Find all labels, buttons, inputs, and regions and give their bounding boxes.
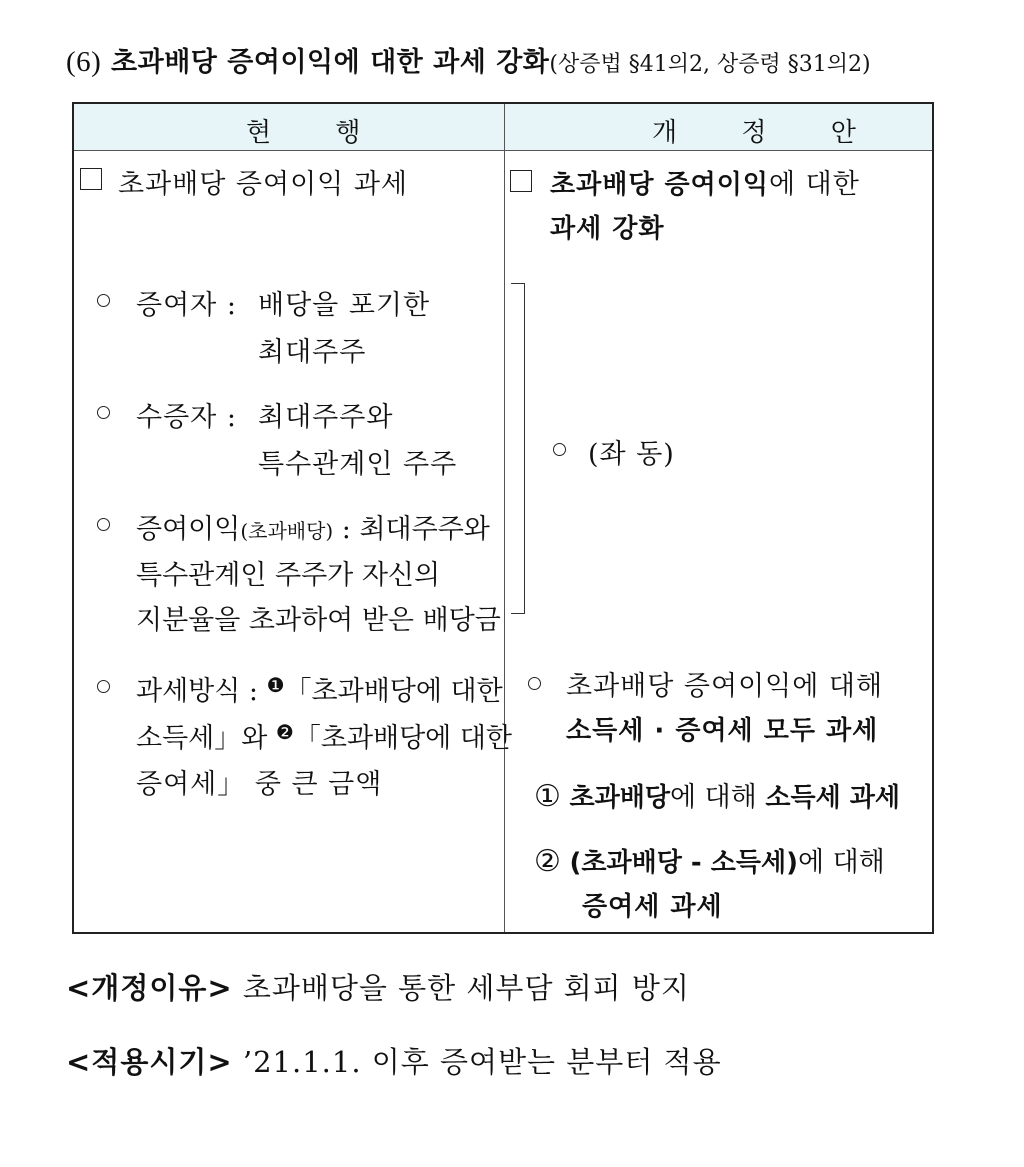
- donor-line2: 최대주주: [258, 337, 367, 368]
- item1-bold2: 소득세 과세: [765, 783, 901, 813]
- profit-line2: 특수관계인 주주가 자신의: [136, 560, 441, 591]
- item1-bold1: 초과배당: [569, 783, 670, 813]
- checkbox-square-icon: [510, 170, 532, 192]
- proposed-heading-line2: 과세 강화: [550, 214, 665, 244]
- marker-2: ❷: [275, 720, 294, 744]
- header-current: 현 행: [246, 118, 389, 148]
- circle-bullet-icon: [97, 680, 110, 693]
- item2-bold: (초과배당 - 소득세): [569, 848, 798, 878]
- method-line2-b: 「초과배당에 대한: [293, 723, 513, 754]
- recipient-line2: 특수관계인 주주: [258, 449, 458, 480]
- method-label: 과세방식 :: [136, 676, 259, 707]
- profit-line3: 지분율을 초과하여 받은 배당금: [136, 605, 501, 636]
- method-part1: 「초과배당에 대한: [284, 676, 503, 707]
- reason-text: 초과배당을 통한 세부담 회피 방지: [242, 971, 690, 1005]
- legal-reference: (상증법 §41의2, 상증령 §31의2): [549, 52, 871, 77]
- bracket-line: [511, 283, 525, 614]
- effective-date: [66, 1040, 722, 1081]
- item2-mark: ②: [534, 844, 561, 879]
- change-line2: 소득세 · 증여세 모두 과세: [566, 716, 879, 746]
- proposed-heading: [550, 162, 860, 201]
- header-proposed: 개 정 안: [652, 118, 884, 148]
- revision-reason: [66, 966, 690, 1007]
- circle-bullet-icon: [97, 406, 110, 419]
- item1: [534, 775, 900, 814]
- item2-text: 에 대해: [797, 847, 885, 878]
- item1-mark: ①: [534, 779, 561, 814]
- effective-label: <적용시기>: [66, 1045, 233, 1079]
- proposed-heading-rest: 에 대한: [768, 169, 860, 200]
- profit-label: 증여이익: [136, 514, 241, 545]
- method-line3: 증여세」 중 큰 금액: [136, 769, 383, 800]
- circle-bullet-icon: [97, 294, 110, 307]
- method-line2-a: 소득세」와: [136, 723, 268, 754]
- recipient-label: 수증자 :: [136, 402, 237, 433]
- marker-1: ❶: [266, 673, 285, 697]
- profit-paren: (초과배당): [240, 519, 334, 543]
- donor-label: 증여자 :: [136, 290, 237, 321]
- profit-line1-rest: : 최대주주와: [333, 514, 490, 545]
- method-line2: [136, 716, 512, 755]
- section-title: [66, 40, 871, 79]
- circle-bullet-icon: [553, 443, 566, 456]
- circle-bullet-icon: [528, 677, 541, 690]
- method-line1: [136, 669, 503, 708]
- section-heading: 초과배당 증여이익에 대한 과세 강화: [111, 47, 550, 78]
- item2: [534, 840, 885, 879]
- table-header-row: [74, 104, 932, 151]
- profit-line1: [136, 507, 490, 546]
- current-heading: 초과배당 증여이익 과세: [118, 169, 408, 200]
- section-number: (6): [66, 46, 102, 78]
- proposed-heading-bold: 초과배당 증여이익: [550, 170, 769, 200]
- checkbox-square-icon: [80, 168, 102, 190]
- column-divider: [504, 104, 505, 932]
- same-as-left: (좌 동): [588, 439, 675, 470]
- donor-line1: 배당을 포기한: [258, 290, 431, 321]
- circle-bullet-icon: [97, 518, 110, 531]
- item2-line2: 증여세 과세: [582, 892, 723, 922]
- effective-text: ’21.1.1. 이후 증여받는 분부터 적용: [242, 1045, 722, 1079]
- recipient-line1: 최대주주와: [258, 402, 394, 433]
- reason-label: <개정이유>: [66, 971, 233, 1005]
- item1-text: 에 대해: [669, 782, 757, 813]
- change-line1: 초과배당 증여이익에 대해: [566, 671, 884, 702]
